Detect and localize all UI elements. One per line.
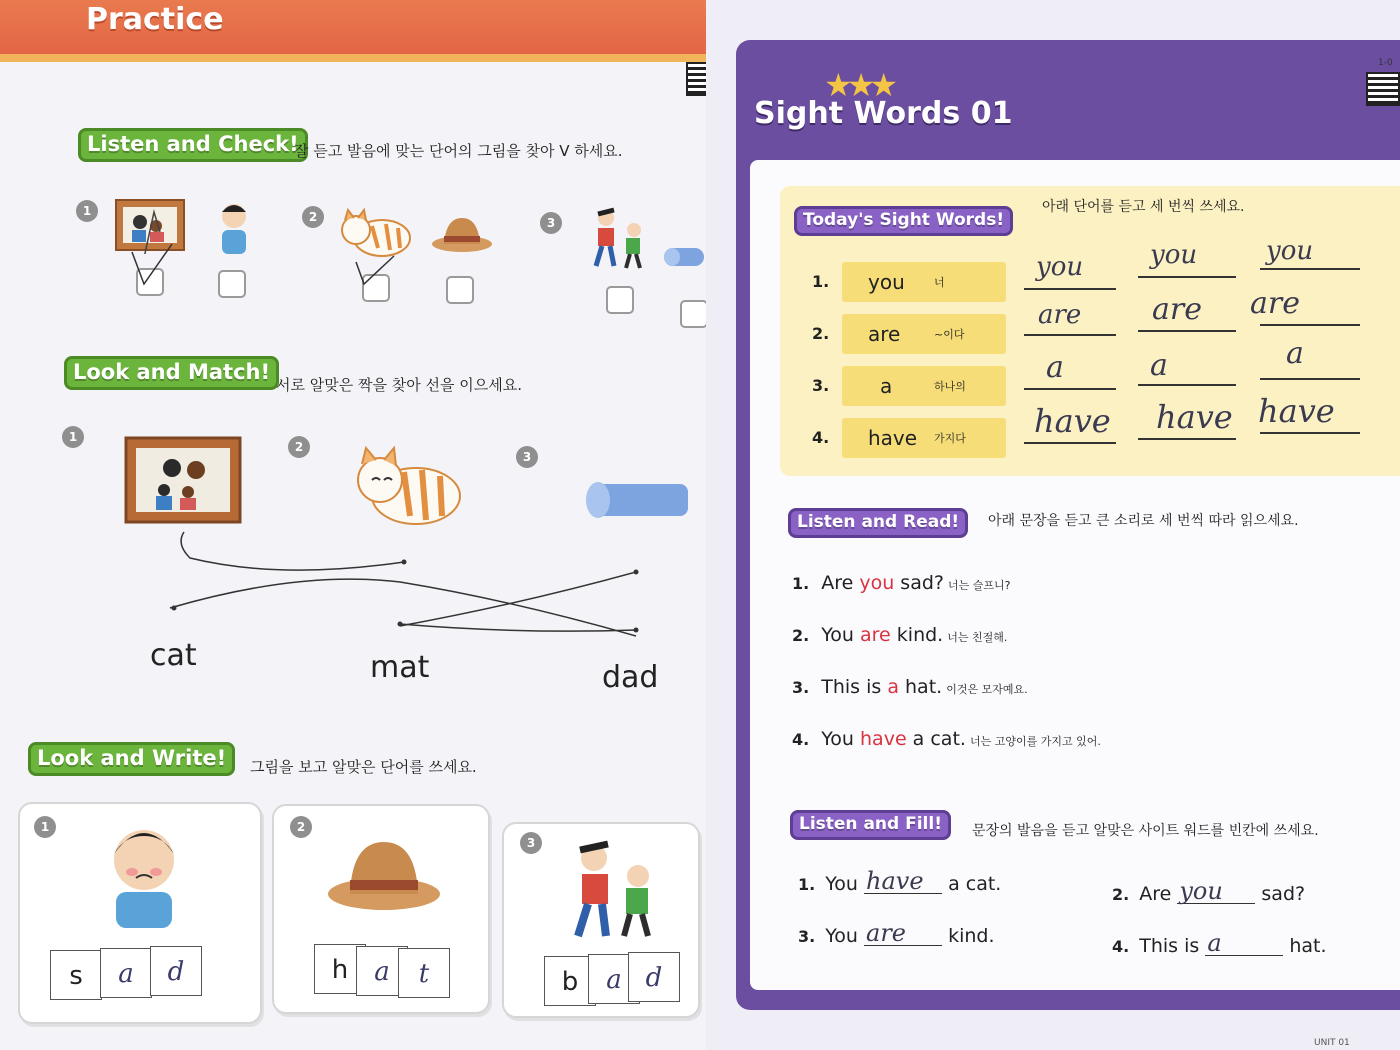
sentence-highlight: are bbox=[860, 624, 891, 646]
cat-icon bbox=[346, 446, 464, 530]
handwritten-word[interactable]: a bbox=[1150, 348, 1168, 383]
check-mark-icon bbox=[352, 252, 398, 292]
fill-number: 1. bbox=[798, 875, 816, 894]
row-number: 2. bbox=[812, 324, 830, 343]
row-number: 4. bbox=[812, 428, 830, 447]
letter-box: s bbox=[50, 950, 102, 1000]
look-write-instruction: 그림을 보고 알맞은 단어를 쓰세요. bbox=[250, 758, 477, 776]
listen-read-heading: Listen and Read! bbox=[788, 508, 968, 538]
writing-line bbox=[1024, 334, 1116, 336]
writing-line bbox=[1138, 330, 1236, 332]
read-sentence bbox=[792, 624, 1007, 646]
sentence-translation: 너는 친절해. bbox=[947, 631, 1008, 644]
fill-sentence bbox=[1112, 929, 1327, 957]
fill-number: 2. bbox=[1112, 885, 1130, 904]
fill-text: You bbox=[825, 873, 858, 895]
fill-blank[interactable] bbox=[864, 919, 942, 947]
sentence-highlight: have bbox=[860, 728, 907, 750]
sentence-text: You bbox=[821, 728, 861, 750]
writing-line bbox=[1260, 432, 1360, 434]
listen-check-instruction: 잘 듣고 발음에 맞는 단어의 그림을 찾아 V 하세요. bbox=[294, 142, 623, 160]
handwritten-word[interactable]: have bbox=[1258, 392, 1335, 430]
sight-word-cell bbox=[842, 262, 1006, 302]
listen-fill-instruction: 문장의 발음을 듣고 알맞은 사이트 워드를 빈칸에 쓰세요. bbox=[972, 823, 1319, 839]
question-number: 2 bbox=[288, 436, 310, 458]
sentence-highlight: you bbox=[859, 572, 895, 594]
sight-word-cell bbox=[842, 366, 1006, 406]
fighting-boys-icon bbox=[564, 836, 664, 940]
letter-box[interactable]: d bbox=[150, 946, 202, 996]
page-code: 1-0 bbox=[1378, 58, 1393, 68]
read-sentence bbox=[792, 728, 1101, 750]
sentence-translation: 이것은 모자예요. bbox=[946, 683, 1028, 696]
writing-line bbox=[1138, 384, 1236, 386]
fill-number: 3. bbox=[798, 927, 816, 946]
sentence-translation: 너는 고양이를 가지고 있어. bbox=[969, 735, 1101, 748]
letter-box[interactable]: a bbox=[100, 948, 152, 998]
practice-banner bbox=[0, 0, 712, 62]
question-number: 3 bbox=[540, 212, 562, 234]
write-card bbox=[272, 804, 490, 1014]
sentence-text: a cat. bbox=[906, 728, 966, 750]
sight-word-meaning: ~이다 bbox=[934, 328, 965, 341]
sight-word-meaning: 가지다 bbox=[934, 432, 966, 445]
write-card bbox=[18, 802, 262, 1024]
row-number: 3. bbox=[812, 376, 830, 395]
fill-text: hat. bbox=[1289, 935, 1327, 957]
family-photo-icon bbox=[124, 436, 242, 526]
fill-text: sad? bbox=[1261, 883, 1306, 905]
yoga-mat-icon bbox=[662, 238, 706, 274]
write-card bbox=[502, 822, 700, 1018]
answer-checkbox[interactable] bbox=[218, 270, 246, 298]
writing-line bbox=[1138, 276, 1236, 278]
writing-line bbox=[1024, 442, 1116, 444]
look-match-heading: Look and Match! bbox=[64, 356, 279, 390]
fighting-boys-icon bbox=[588, 206, 650, 270]
handwritten-answer: you bbox=[1179, 877, 1223, 905]
sentence-text: kind. bbox=[890, 624, 944, 646]
answer-checkbox[interactable] bbox=[606, 286, 634, 314]
sad-boy-icon bbox=[214, 200, 254, 256]
sight-word-cell bbox=[842, 314, 1006, 354]
answer-checkbox[interactable] bbox=[446, 276, 474, 304]
letter-box: h bbox=[314, 944, 366, 994]
qr-code-icon bbox=[1366, 72, 1400, 106]
sight-word: are bbox=[868, 322, 901, 346]
writing-line bbox=[1260, 324, 1360, 326]
check-mark-icon bbox=[128, 240, 178, 290]
handwritten-word[interactable]: have bbox=[1156, 398, 1233, 436]
match-word-cat: cat bbox=[150, 638, 197, 673]
read-sentence bbox=[792, 676, 1028, 698]
listen-fill-heading: Listen and Fill! bbox=[790, 810, 951, 840]
todays-words-instruction: 아래 단어를 듣고 세 번씩 쓰세요. bbox=[1042, 199, 1245, 215]
sentence-text: This is bbox=[821, 676, 888, 698]
letter-box[interactable]: d bbox=[628, 952, 680, 1002]
sight-word: a bbox=[880, 374, 893, 398]
sentence-translation: 너는 슬프니? bbox=[948, 579, 1011, 592]
hat-icon bbox=[326, 834, 442, 914]
match-word-dad: dad bbox=[602, 660, 659, 695]
writing-line bbox=[1138, 438, 1236, 440]
page-footer: UNIT 01 bbox=[1314, 1038, 1350, 1048]
sentence-highlight: a bbox=[887, 676, 899, 698]
letter-box[interactable]: t bbox=[398, 948, 450, 998]
todays-words-heading: Today's Sight Words! bbox=[794, 206, 1013, 236]
handwritten-word[interactable]: a bbox=[1046, 350, 1064, 385]
handwritten-word[interactable]: a bbox=[1286, 336, 1304, 371]
question-number: 1 bbox=[62, 426, 84, 448]
sight-word-meaning: 하나의 bbox=[934, 380, 966, 393]
stars-icon: ★★★ bbox=[824, 66, 893, 104]
letter-box: b bbox=[544, 956, 596, 1006]
writing-line bbox=[1260, 268, 1360, 270]
handwritten-answer: a bbox=[1207, 929, 1222, 957]
listen-read-instruction: 아래 문장을 듣고 큰 소리로 세 번씩 따라 읽으세요. bbox=[988, 513, 1299, 529]
handwritten-word[interactable]: are bbox=[1038, 300, 1082, 330]
question-number: 3 bbox=[520, 832, 542, 854]
matching-lines bbox=[160, 530, 660, 650]
sad-boy-icon bbox=[104, 818, 184, 928]
sight-word-meaning: 너 bbox=[934, 276, 945, 289]
handwritten-word[interactable]: you bbox=[1150, 240, 1198, 270]
fill-text: a cat. bbox=[948, 873, 1002, 895]
row-number: 1. bbox=[812, 272, 830, 291]
sight-words-title: Sight Words 01 bbox=[754, 96, 1013, 131]
sentence-number: 4. bbox=[792, 730, 810, 749]
question-number: 2 bbox=[302, 206, 324, 228]
right-page bbox=[706, 0, 1400, 1050]
hat-icon bbox=[430, 214, 494, 254]
letter-box[interactable]: a bbox=[356, 946, 408, 996]
sight-word: have bbox=[868, 426, 918, 450]
look-write-heading: Look and Write! bbox=[28, 742, 235, 776]
fill-text: Are bbox=[1139, 883, 1172, 905]
sight-word-cell bbox=[842, 418, 1006, 458]
handwritten-word[interactable]: have bbox=[1034, 402, 1111, 440]
fill-text: kind. bbox=[948, 925, 995, 947]
sentence-number: 3. bbox=[792, 678, 810, 697]
sentence-text: You bbox=[821, 624, 861, 646]
answer-checkbox[interactable] bbox=[680, 300, 708, 328]
sentence-text: hat. bbox=[898, 676, 943, 698]
handwritten-answer: have bbox=[866, 867, 924, 895]
question-number: 2 bbox=[290, 816, 312, 838]
practice-title: Practice bbox=[86, 2, 224, 37]
question-number: 3 bbox=[516, 446, 538, 468]
fill-blank[interactable] bbox=[1205, 929, 1283, 957]
handwritten-answer: are bbox=[866, 919, 906, 947]
fill-blank[interactable] bbox=[864, 867, 942, 895]
writing-line bbox=[1024, 288, 1116, 290]
fill-text: You bbox=[825, 925, 858, 947]
handwritten-word[interactable]: you bbox=[1266, 236, 1314, 266]
sentence-text: Are bbox=[821, 572, 860, 594]
fill-sentence bbox=[798, 867, 1002, 895]
listen-check-heading: Listen and Check! bbox=[78, 128, 308, 162]
writing-line bbox=[1260, 378, 1360, 380]
fill-sentence bbox=[798, 919, 995, 947]
sight-word: you bbox=[868, 270, 905, 294]
writing-line bbox=[1024, 388, 1116, 390]
handwritten-word[interactable]: are bbox=[1152, 292, 1202, 327]
sentence-text: sad? bbox=[894, 572, 944, 594]
sentence-number: 2. bbox=[792, 626, 810, 645]
question-number: 1 bbox=[34, 816, 56, 838]
fill-text: This is bbox=[1139, 935, 1200, 957]
read-sentence bbox=[792, 572, 1010, 594]
match-word-mat: mat bbox=[370, 650, 430, 685]
handwritten-word[interactable]: you bbox=[1036, 252, 1084, 282]
fill-sentence bbox=[1112, 877, 1306, 905]
fill-number: 4. bbox=[1112, 937, 1130, 956]
sentence-number: 1. bbox=[792, 574, 810, 593]
handwritten-word[interactable]: are bbox=[1250, 286, 1300, 321]
fill-blank[interactable] bbox=[1177, 877, 1255, 905]
question-number: 1 bbox=[76, 200, 98, 222]
look-match-instruction: 서로 알맞은 짝을 찾아 선을 이으세요. bbox=[276, 376, 522, 394]
letter-box[interactable]: a bbox=[588, 954, 640, 1004]
yoga-mat-icon bbox=[584, 470, 690, 522]
